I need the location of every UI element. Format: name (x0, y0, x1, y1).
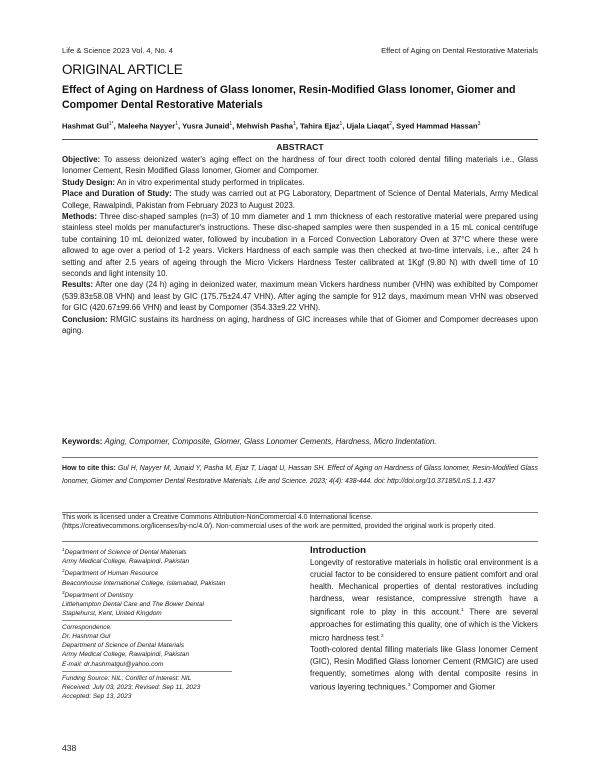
objective-text: To assess deionized water's aging effect on the hardness of four direct tooth colored dental filling materials i.e., Glass Ionomer Cement, Resin Modified Glass Ionomer, Giomer and Compomer. (62, 155, 538, 176)
reference-mark: 2 (381, 633, 384, 639)
place-label: Place and Duration of Study: (62, 189, 172, 199)
affiliation-mark: 3 (62, 589, 65, 595)
affiliation-mark: 2 (62, 568, 65, 574)
conclusion-text: RMGIC sustains its hardness on aging, hardness of GIC increases while that of Giomer and Compomer decreases upon aging. (62, 314, 538, 336)
affiliation-line: Staplehurst, Kent, United Kingdom (62, 610, 162, 618)
author: Mehwish Pasha (236, 121, 293, 131)
citation-text: Gul H, Nayyer M, Junaid Y, Pasha M, Ejaz T, Liaqat U, Hassan SH. Effect of Aging on Hardness of Glass Ionomer, Resin-Modified Glass Ionomer, Giomer and Compomer Dental Restorative Materials. Life and Science. 2023; 4(4): 438-444. doi: http://doi.org/10.37185/LnS.1.1.437 (62, 465, 538, 485)
author-affiliation-mark: 3 (477, 121, 481, 127)
methods-label: Methods: (62, 212, 98, 222)
divider (62, 457, 538, 458)
author-affiliation-mark: 2 (389, 121, 392, 127)
abstract-design (62, 177, 538, 188)
author-affiliation-mark: 1 (339, 121, 343, 127)
affiliation-line: Army Medical College, Rawalpindi, Pakistan (62, 558, 190, 566)
accepted-line: Accepted: Sep 13, 2023 (62, 692, 132, 700)
license-line: This work is licensed under a Creative Commons Attribution-NonCommercial 4.0 International license. (62, 514, 373, 521)
author: Tahira Ejaz (299, 121, 340, 131)
correspondence-dept: Department of Science of Dental Materials (62, 642, 185, 650)
affiliation (62, 588, 292, 600)
running-head-title: Effect of Aging on Dental Restorative Materials (381, 46, 538, 55)
abstract-results (62, 279, 538, 313)
affiliation-mark: 1 (62, 547, 65, 552)
introduction-paragraph (310, 557, 538, 644)
abstract-heading: ABSTRACT (276, 142, 324, 152)
author: Maleeha Nayyer (117, 121, 176, 131)
license-notice (62, 514, 538, 531)
divider (62, 671, 232, 672)
conclusion-label: Conclusion: (62, 314, 108, 324)
place-text: The study was carried out at PG Laboratory, Department of Science of Dental Materials, Army Medical College, Rawalpindi, Pakistan from February 2023 to August 2023. (62, 189, 539, 210)
abstract-conclusion (62, 314, 538, 337)
page-number: 438 (62, 743, 77, 753)
affiliation (62, 545, 292, 557)
abstract-objective (62, 154, 538, 177)
affiliation-line: Department of Dentistry (64, 591, 134, 599)
intro-text: There are several approaches for estimating this quality, one of which is the Vickers micro hardness test. (310, 607, 538, 643)
correspondence-name: Dr. Hashmat Gul (62, 633, 111, 641)
affiliation-line: Department of Science of Dental Materials (64, 549, 187, 557)
author-affiliation-mark: 1* (108, 121, 114, 127)
keywords-text: Aging, Compomer, Composite, Giomer, Glass Lonomer Cements, Hardness, Micro Indentation. (104, 437, 437, 446)
design-text: An in vitro experimental study performed in triplicates. (116, 177, 305, 187)
design-label: Study Design: (62, 177, 116, 187)
keywords-label: Keywords: (62, 437, 103, 446)
results-label: Results: (62, 280, 94, 290)
funding-line: Funding Source: NIL; Conflict of Interest: NIL (62, 674, 192, 682)
introduction-heading: Introduction (310, 545, 366, 556)
abstract (62, 139, 538, 337)
author: Ujala Liaqat (346, 121, 390, 131)
correspondence-email: E-mail: dr.hashmatgul@yahoo.com (62, 660, 164, 668)
running-head-journal: Life & Science 2023 Vol. 4, No. 4 (62, 46, 174, 55)
received-line: Received: July 03, 2023; Revised: Sep 11, 2023 (62, 683, 201, 691)
divider (62, 620, 232, 621)
affiliation-line: Department of Human Resource (64, 570, 159, 578)
author: Hashmat Gul (62, 121, 109, 131)
intro-text: Tooth-colored dental filling materials like Glass Ionomer Cement (GIC), Resin Modified Glass Ionomer Cement (RMGIC) are used frequently, sometimes along with dental composite resins in various layering techniques. (310, 645, 538, 692)
divider (62, 139, 538, 140)
author-affiliation-mark: 1 (175, 121, 179, 127)
methods-text: Three disc-shaped samples (n=3) of 10 mm diameter and 1 mm thickness of each restorative material were prepared using stainless steel molds per manufacturer's instructions. These disc-shaped samples were then suspended in a 15 mL conical centrifuge tube containing 10 mL deionized water, followed by incubation in a Forced Convection Laboratory Oven at 37°C where these were allowed to age over a period of 1-2 years. Vickers Hardness of each sample was then checked at two-time intervals, i.e., after 24 h setting and after 2.5 years of ageing through the Micro Vickers Hardness Tester calibrated at 1Kgf (9.80 N) with dwell time of 10 seconds and light intensity 10. (62, 212, 538, 279)
divider (62, 541, 538, 542)
correspondence-institution: Army Medical College, Rawalpindi, Pakistan (62, 651, 190, 659)
author: Syed Hammad Hassan (396, 121, 478, 131)
reference-mark: 1 (461, 608, 464, 613)
abstract-methods (62, 211, 538, 279)
correspondence-label: Correspondence: (62, 624, 112, 632)
objective-label: Objective: (62, 155, 101, 164)
affiliation-line: Beaconhouse International College, Islamabad, Pakistan (62, 579, 226, 587)
affiliation-line: Littlehampton Dental Care and The Bower Dental (62, 600, 204, 608)
citation-label: How to cite this: (62, 465, 116, 472)
author-affiliation-mark: 1 (292, 121, 296, 127)
license-line: (https://creativecommons.org/licenses/by-nc/4.0/). Non-commercial uses of the work are permitted, provided the original work is properly cited. (62, 522, 496, 530)
reference-mark: 3 (407, 683, 411, 689)
abstract-place (62, 188, 538, 211)
author: Yusra Junaid (182, 121, 230, 131)
affiliation (62, 566, 292, 578)
keywords (62, 437, 538, 446)
introduction-section (310, 545, 538, 694)
intro-text: Compomer and Giomer (410, 682, 496, 692)
introduction-paragraph (310, 644, 538, 694)
article-title: Effect of Aging on Hardness of Glass Ionomer, Resin-Modified Glass Ionomer, Giomer and Compomer Dental Restorative Materials (62, 84, 516, 111)
intro-text: Longevity of restorative materials in holistic oral environment is a crucial factor to be considered to ensure patient comfort and oral health. Mechanical properties of dental restoratives including hardness, wear resistance, compressive strength have a significant role to play in this account. (310, 558, 538, 617)
author-list: Hashmat Gul$^{1*}$, Maleeha Nayyer$^1$, Yusra Junaid$^1$, Mehwish Pasha$^1$, Tahira Ejaz$^1$, Ujala Liaqat$^2$, Syed Hammad Hassan$^3$ (62, 121, 481, 131)
results-text: After one day (24 h) aging in deionized water, maximum mean Vickers hardness number (VHN) was exhibited by Compomer (539.83±58.08 VHN) and least by GIC (175.75±24.47 VHN). After aging the sample for 912 days, maximum mean VHN was observed for GIC (420.67±99.66 VHN) and least by Compomer (354.33±9.22 VHN). (62, 280, 538, 313)
divider (62, 512, 538, 513)
article-type: ORIGINAL ARTICLE (62, 62, 183, 77)
citation (62, 463, 538, 488)
affiliations-column (62, 545, 292, 701)
author-affiliation-mark: 1 (229, 121, 233, 127)
